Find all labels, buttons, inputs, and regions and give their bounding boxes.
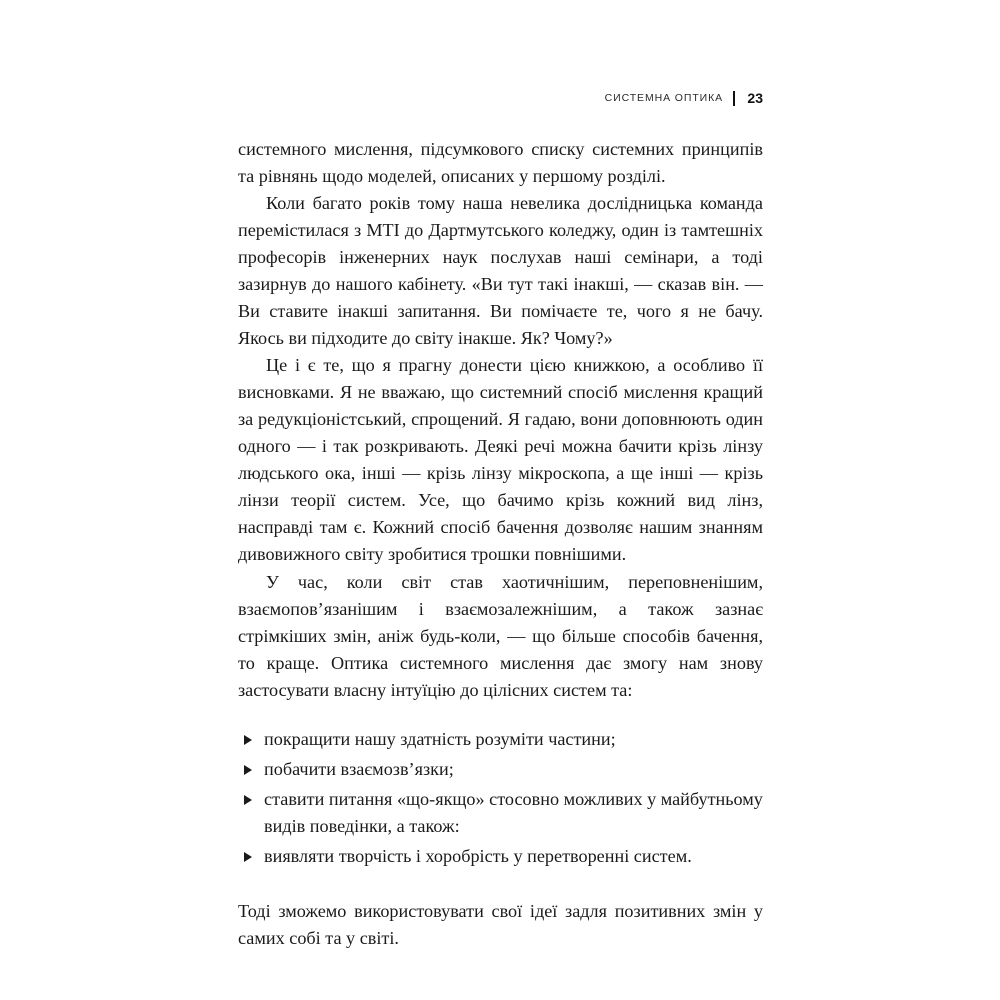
chapter-title: СИСТЕМНА ОПТИКА [604, 92, 723, 104]
bullet-list [238, 726, 763, 870]
list-item-label: побачити взаємозв’язки; [264, 758, 454, 779]
paragraph-lenses: Це і є те, що я прагну донести цією книжкою, а особливо її висновками. Я не вважаю, що системний спосіб мислення кращий за редукціоністський, спрощений. Я гадаю, вони доповнюють один одного — і так розкривають. Деякі речі можна бачити крізь лінзу людського ока, інші — крізь лінзу мікроскопа, а ще інші — крізь лінзи теорії систем. Усе, що бачимо крізь кожний вид лінз, насправді там є. Кожний спосіб бачення дозволяє нашим знанням дивовижного світу зробитися трошки повнішими. [238, 355, 763, 565]
page-content [238, 88, 763, 952]
list-item [238, 756, 763, 783]
paragraph-complexity: У час, коли світ став хаотичнішим, переповненішим, взаємопов’язанішим і взаємозалежнішим, а також зазнає стрімкіших змін, аніж будь-коли, — що більше способів бачення, то краще. Оптика системного мислення дає змогу нам знову застосувати власну інтуїцію до цілісних систем та: [238, 571, 763, 700]
list-item [238, 843, 763, 870]
triangle-bullet-icon [244, 735, 252, 745]
page-number: 23 [747, 90, 763, 106]
paragraph-closing: Тоді зможемо використовувати свої ідеї задля позитивних змін у самих собі та у світі. [238, 900, 763, 948]
list-item-label: ставити питання «що-якщо» стосовно можливих у майбутньому видів поведінки, а також: [264, 788, 763, 836]
triangle-bullet-icon [244, 765, 252, 775]
list-item [238, 786, 763, 840]
paragraph-dartmouth: Коли багато років тому наша невелика дослідницька команда перемістилася з МТІ до Дартмутського коледжу, один із тамтешніх професорів інженерних наук послухав наші семінари, а тоді зазирнув до нашого кабінету. «Ви тут такі інакші, — сказав він. — Ви ставите інакші запитання. Ви помічаєте те, чого я не бачу. Якось ви підходите до світу інакше. Як? Чому?» [238, 193, 763, 349]
triangle-bullet-icon [244, 852, 252, 862]
list-item [238, 726, 763, 753]
paragraph-continuation: системного мислення, підсумкового списку системних принципів та рівнянь щодо моделей, описаних у першому розділі. [238, 139, 763, 187]
header-divider-rule [733, 91, 735, 106]
running-head [238, 88, 763, 108]
list-item-label: виявляти творчість і хоробрість у перетворенні систем. [264, 845, 692, 866]
list-item-label: покращити нашу здатність розуміти частини; [264, 728, 616, 749]
triangle-bullet-icon [244, 795, 252, 805]
